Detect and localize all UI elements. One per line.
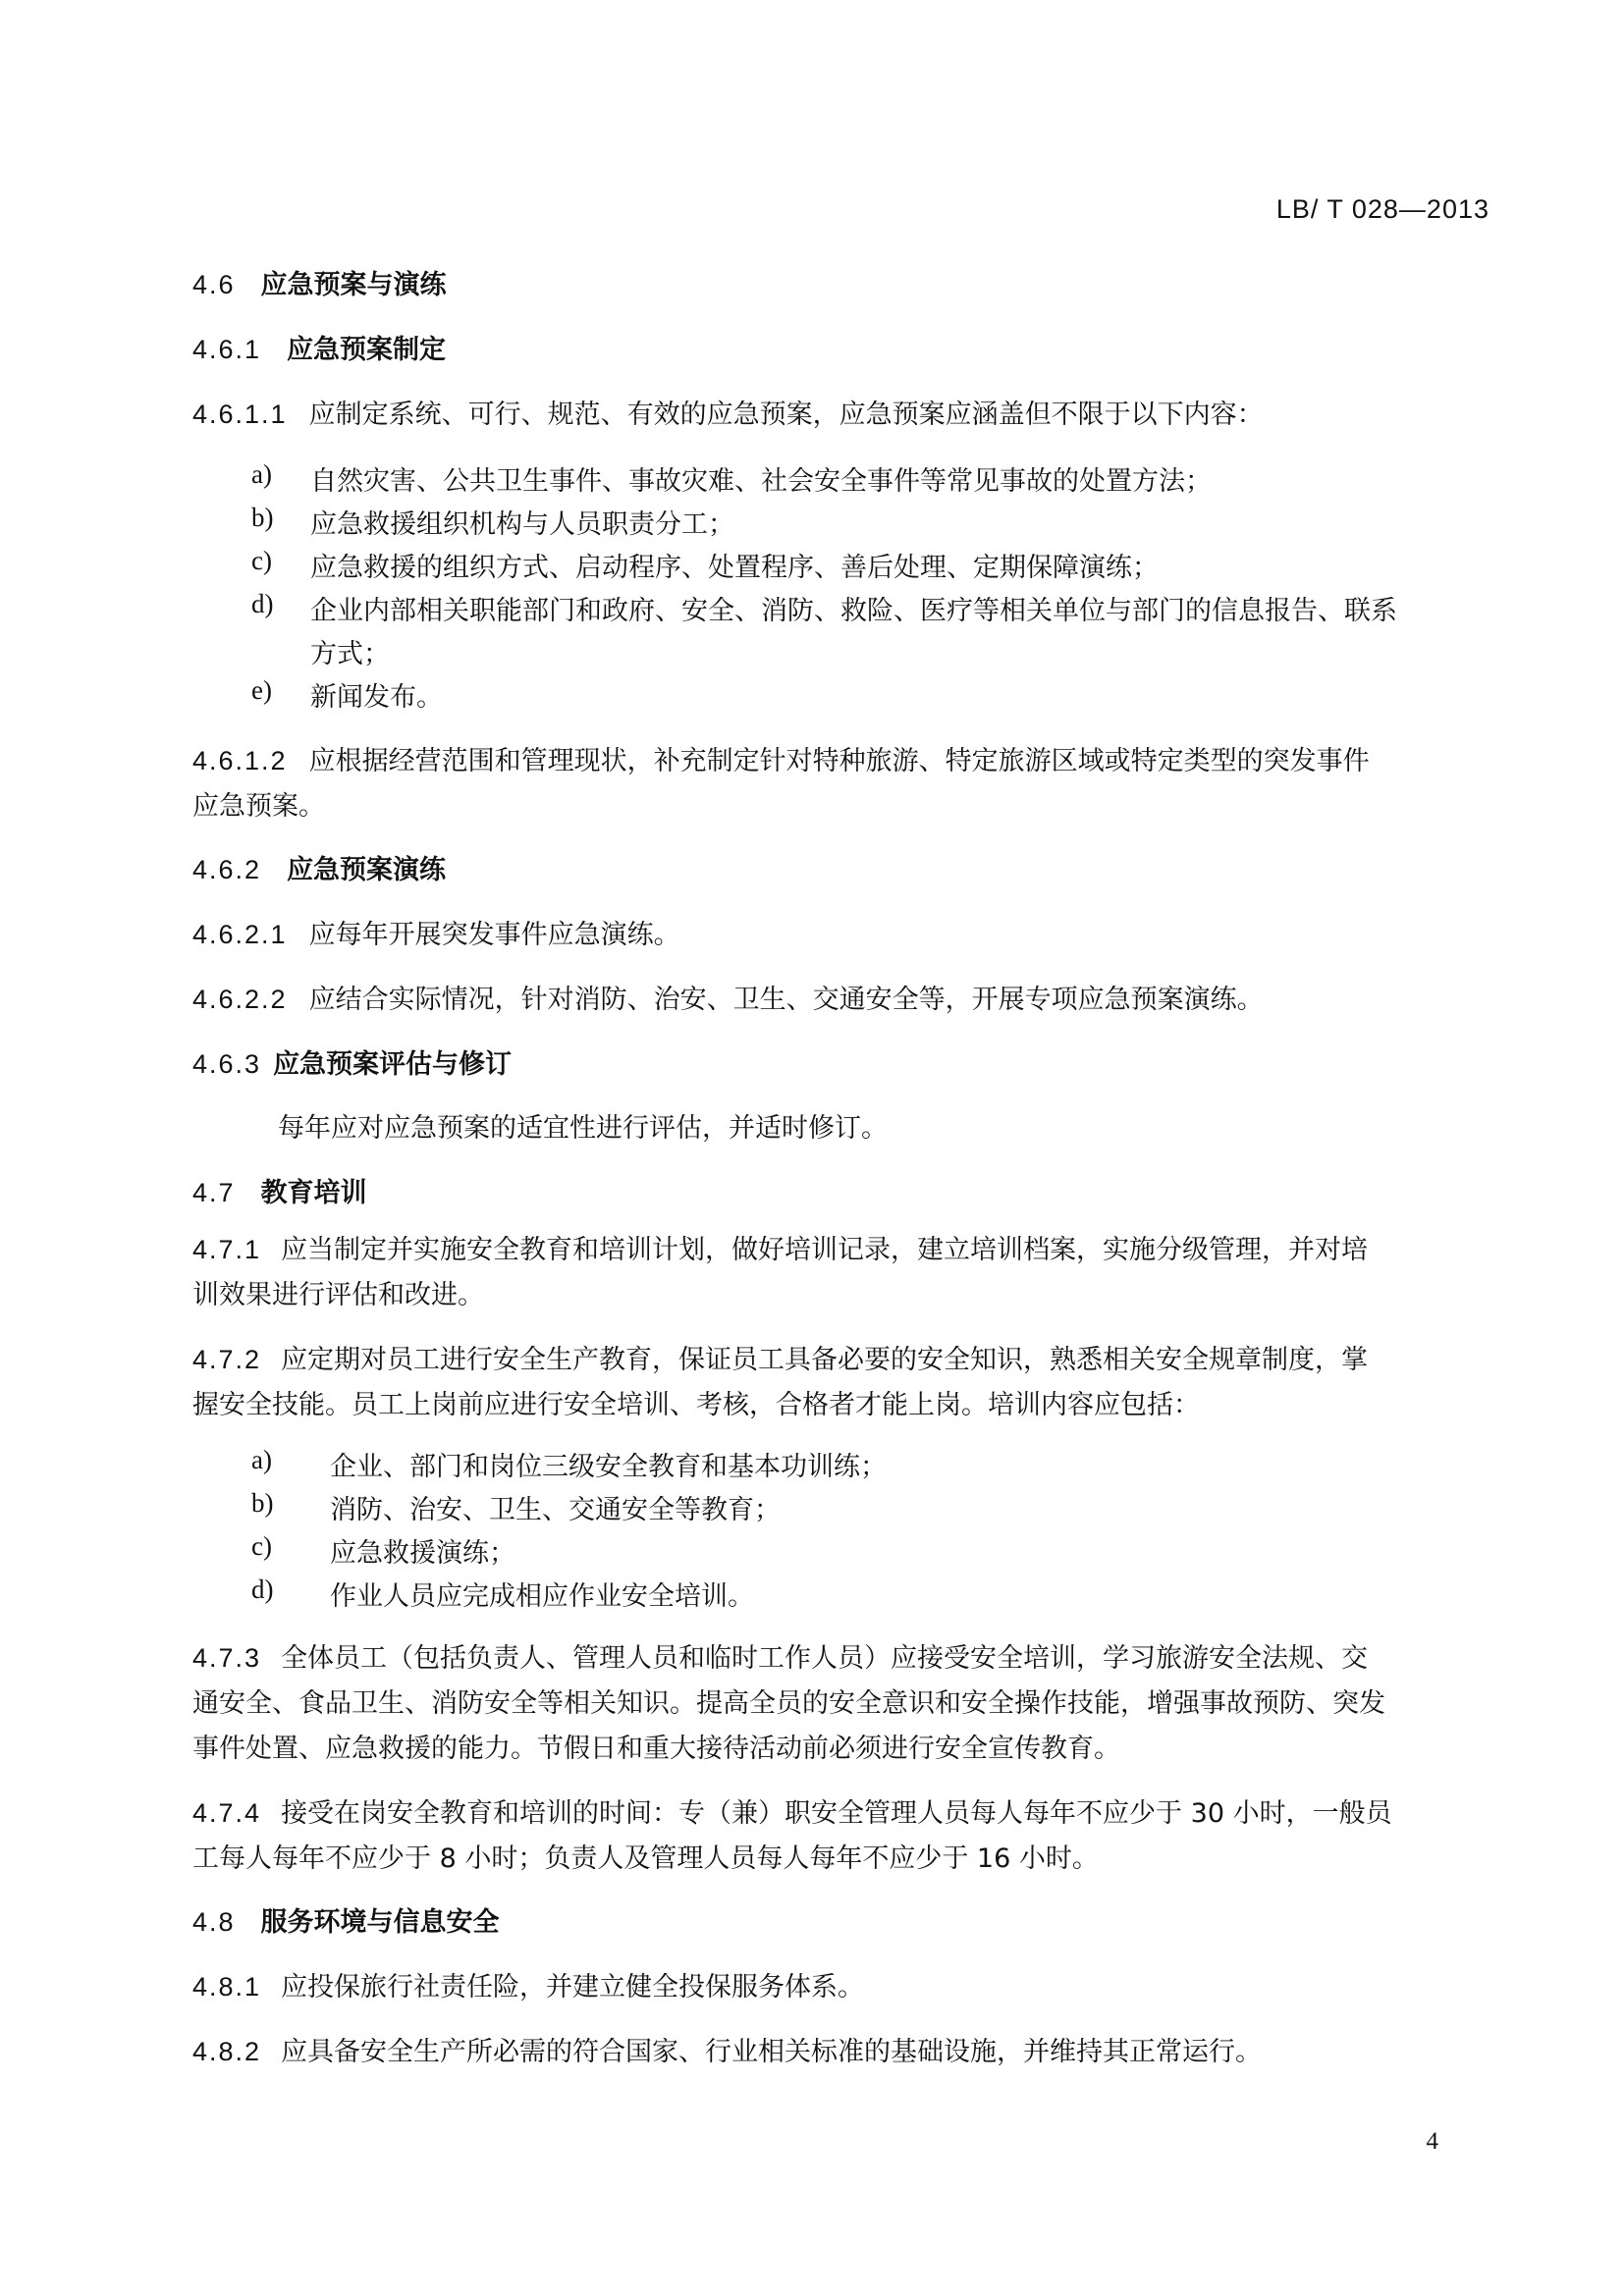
list-marker: d) (251, 1575, 274, 1604)
clause-number: 4.7.1 (192, 1235, 262, 1264)
list-marker: b) (251, 1488, 274, 1518)
clause-text: 应投保旅行社责任险，并建立健全投保服务体系。 (281, 1972, 865, 2002)
clause-4-6-2-2 (192, 978, 1264, 1016)
clause-number: 4.7.4 (192, 1798, 262, 1828)
section-number: 4.6.1 (192, 335, 262, 364)
list-marker: c) (251, 1531, 272, 1561)
list-item-text: 企业、部门和岗位三级安全教育和基本功训练； (330, 1452, 887, 1482)
section-number: 4.6.2 (192, 855, 262, 884)
clause-4-6-3-text: 每年应对应急预案的适宜性进行评估，并适时修订。 (278, 1113, 888, 1144)
clause-text: 应具备安全生产所必需的符合国家、行业相关标准的基础设施，并维持其正常运行。 (281, 2037, 1263, 2067)
clause-number: 4.7.3 (192, 1643, 262, 1673)
list-marker: a) (251, 1445, 272, 1474)
clause-text-line: 事件处置、应急救援的能力。节假日和重大接待活动前必须进行安全宣传教育。 (192, 1734, 1120, 1764)
page-number: 4 (1426, 2128, 1438, 2155)
clause-text-line: 工每人每年不应少于 8 小时；负责人及管理人员每人每年不应少于 16 小时。 (192, 1843, 1099, 1874)
standard-code: LB/ T 028—2013 (1275, 194, 1489, 224)
section-title: 应急预案演练 (287, 855, 447, 885)
list-marker: d) (251, 589, 274, 618)
list-item-text: 应急救援演练； (330, 1538, 515, 1569)
training-content-list (251, 1445, 1489, 1612)
list-item-text: 消防、治安、卫生、交通安全等教育； (330, 1495, 781, 1525)
clause-number: 4.8.1 (192, 1972, 262, 2002)
list-marker: e) (251, 675, 272, 705)
clause-4-7-2 (192, 1337, 1368, 1428)
list-marker: c) (251, 546, 272, 575)
section-heading-4-6-3 (192, 1042, 512, 1081)
list-item-text: 新闻发布。 (310, 682, 443, 713)
clause-4-6-1-2 (192, 738, 1370, 829)
list-item-continuation: 方式； (310, 639, 390, 669)
section-title: 应急预案制定 (287, 335, 447, 365)
clause-text-line: 全体员工（包括负责人、管理人员和临时工作人员）应接受安全培训，学习旅游安全法规、交 (281, 1643, 1369, 1674)
clause-text: 应每年开展突发事件应急演练。 (308, 920, 680, 950)
clause-number: 4.6.2.2 (192, 985, 288, 1014)
section-title: 应急预案与演练 (260, 270, 447, 300)
clause-4-7-4 (192, 1790, 1392, 1882)
section-number: 4.6.3 (192, 1049, 262, 1079)
list-item-text: 企业内部相关职能部门和政府、安全、消防、救险、医疗等相关单位与部门的信息报告、联系 (310, 596, 1397, 626)
clause-4-7-1 (192, 1227, 1368, 1318)
clause-number: 4.6.1.2 (192, 746, 288, 775)
clause-text-line: 应定期对员工进行安全生产教育，保证员工具备必要的安全知识，熟悉相关安全规章制度，掌 (281, 1345, 1369, 1375)
section-heading-4-7 (192, 1171, 367, 1209)
clause-text-line: 接受在岗安全教育和培训的时间：专（兼）职安全管理人员每人每年不应少于 30 小时，一般员 (281, 1798, 1392, 1829)
section-heading-4-6-2 (192, 848, 446, 886)
section-title: 应急预案评估与修订 (273, 1049, 513, 1080)
list-item-text: 作业人员应完成相应作业安全培训。 (330, 1581, 754, 1612)
list-item-text: 自然灾害、公共卫生事件、事故灾难、社会安全事件等常见事故的处置方法； (310, 466, 1212, 497)
list-marker: a) (251, 459, 272, 489)
clause-number: 4.8.2 (192, 2037, 262, 2066)
clause-text: 应结合实际情况，针对消防、治安、卫生、交通安全等，开展专项应急预案演练。 (308, 985, 1264, 1015)
section-number: 4.6 (192, 270, 236, 299)
section-title: 服务环境与信息安全 (260, 1907, 500, 1938)
section-heading-4-8 (192, 1900, 500, 1939)
section-title: 教育培训 (260, 1178, 367, 1208)
section-number: 4.8 (192, 1907, 236, 1937)
clause-text-line: 应根据经营范围和管理现状，补充制定针对特种旅游、特定旅游区域或特定类型的突发事件 (308, 746, 1370, 776)
clause-text-line: 通安全、食品卫生、消防安全等相关知识。提高全员的安全意识和安全操作技能，增强事故预防、突发 (192, 1688, 1385, 1719)
clause-4-6-2-1 (192, 913, 680, 951)
clause-4-7-3 (192, 1635, 1385, 1772)
clause-text: 应制定系统、可行、规范、有效的应急预案，应急预案应涵盖但不限于以下内容： (308, 400, 1264, 430)
list-item-text: 应急救援的组织方式、启动程序、处置程序、善后处理、定期保障演练； (310, 553, 1159, 583)
clause-text-line: 训效果进行评估和改进。 (192, 1280, 484, 1310)
emergency-plan-content-list (251, 459, 1489, 713)
clause-text-line: 握安全技能。员工上岗前应进行安全培训、考核，合格者才能上岗。培训内容应包括： (192, 1390, 1200, 1420)
list-marker: b) (251, 503, 274, 532)
section-heading-4-6 (192, 263, 447, 301)
list-item-text: 应急救援组织机构与人员职责分工； (310, 509, 734, 540)
clause-number: 4.7.2 (192, 1345, 262, 1374)
clause-4-6-1-1 (192, 393, 1264, 431)
clause-4-8-2 (192, 2030, 1262, 2068)
clause-number: 4.6.2.1 (192, 920, 288, 949)
clause-4-8-1 (192, 1965, 864, 2003)
clause-number: 4.6.1.1 (192, 400, 288, 429)
section-heading-4-6-1 (192, 328, 446, 366)
clause-text-line: 应急预案。 (192, 791, 325, 822)
clause-text-line: 应当制定并实施安全教育和培训计划，做好培训记录，建立培训档案，实施分级管理，并对培 (281, 1235, 1369, 1265)
section-number: 4.7 (192, 1178, 236, 1207)
